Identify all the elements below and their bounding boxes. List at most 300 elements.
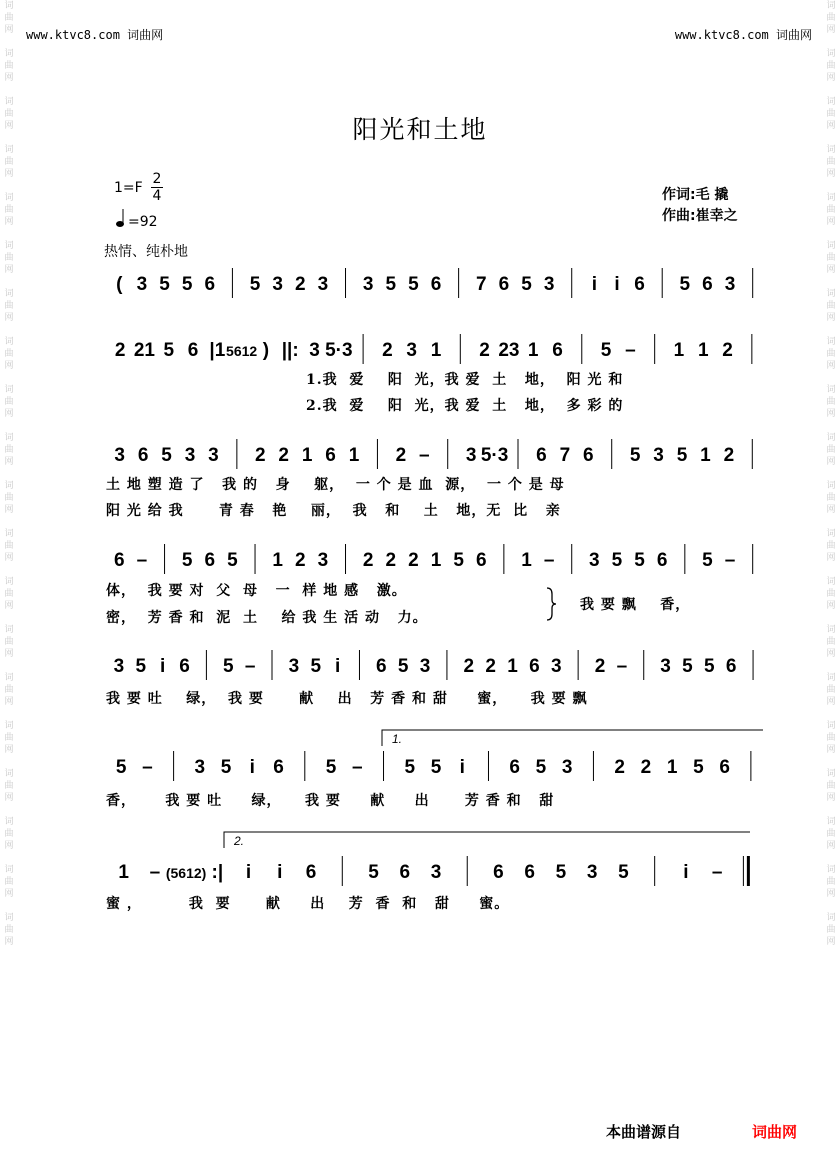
note-token: 3 (208, 445, 219, 466)
note-token: 6 (114, 550, 125, 571)
note-token: 3 (653, 445, 664, 466)
tempo: =92 (128, 214, 158, 230)
note-token: i (591, 274, 597, 295)
note-token: |1 (209, 340, 226, 361)
staff-row-5 (0, 644, 840, 688)
note-token: 5 (634, 550, 645, 571)
watermark-glyph: 曲 (826, 349, 836, 359)
note-token: 2 (385, 550, 397, 571)
watermark-glyph: 网 (826, 169, 836, 179)
note-token: 6 (702, 274, 713, 295)
note-token: 2 (395, 445, 407, 466)
lyrics-verse1-line3: 体， 我 要 对 父 母 一 样 地 感 激。 (106, 583, 407, 599)
note-token: 5 (453, 550, 464, 571)
watermark-glyph: 网 (826, 25, 836, 35)
note-token: 5 (220, 757, 232, 778)
note-token: 5 (310, 656, 322, 677)
note-token: 6 (634, 274, 645, 295)
watermark-glyph: 词 (826, 97, 836, 107)
note-token: 3 (194, 757, 206, 778)
note-token: 5 (702, 550, 713, 571)
watermark-glyph: 网 (826, 121, 836, 131)
note-token: 5·3 (325, 340, 353, 361)
note-token: 3 (113, 656, 125, 677)
watermark-glyph: 曲 (4, 925, 14, 935)
verse-brace-icon (544, 586, 558, 622)
watermark-glyph: 网 (4, 793, 14, 803)
watermark-glyph: 曲 (4, 637, 14, 647)
watermark-glyph: 词 (826, 49, 836, 59)
note-token: i (683, 862, 689, 883)
note-token: i (277, 862, 283, 883)
key-signature: 1=F (114, 180, 143, 196)
second-ending-bracket (222, 830, 752, 850)
first-ending-label: 1. (392, 732, 403, 746)
watermark-glyph: 词 (826, 433, 836, 443)
watermark-glyph: 网 (826, 841, 836, 851)
staff-row-3 (0, 433, 840, 477)
header-site-right[interactable]: www.ktvc8.com 词曲网 (674, 28, 812, 42)
watermark-glyph: 网 (826, 409, 836, 419)
watermark-glyph: 词 (826, 673, 836, 683)
lyrics-verse1-line1: 1.我 爱 阳 光，我 爱 土 地， 阳 光 和 (306, 372, 624, 388)
watermark-glyph: 网 (826, 649, 836, 659)
note-token: 5·3 (480, 445, 509, 466)
note-token: 5 (535, 757, 547, 778)
watermark-glyph: 词 (826, 145, 836, 155)
note-token: 1 (700, 445, 711, 466)
note-token: 2 (485, 656, 496, 677)
note-token: 5 (181, 550, 193, 571)
note-token: 5 (430, 757, 442, 778)
note-token: 1 (430, 340, 442, 361)
note-token: 5 (163, 340, 175, 361)
lyrics-verse2-line3: 密， 芳 香 和 泥 土 给 我 生 活 动 力。 (106, 610, 428, 626)
lyrics-line4: 我 要 吐 绿， 我 要 献 出 芳 香 和 甜 蜜， 我 要 飘 (106, 691, 588, 707)
watermark-glyph: 网 (826, 793, 836, 803)
watermark-glyph: 词 (4, 865, 14, 875)
note-token: 6 (137, 445, 149, 466)
note-token: (5612) (165, 865, 207, 881)
watermark-glyph: 曲 (826, 493, 836, 503)
watermark-glyph: 网 (826, 361, 836, 371)
note-token: 3 (430, 862, 442, 883)
watermark-glyph: 曲 (4, 541, 14, 551)
note-token: 5 (325, 757, 337, 778)
note-token: – (724, 550, 736, 571)
note-token: 3 (586, 862, 598, 883)
watermark-glyph: 网 (4, 697, 14, 707)
watermark-glyph: 词 (4, 673, 14, 683)
note-token: 5 (385, 274, 397, 295)
watermark-glyph: 网 (4, 217, 14, 227)
composer-credit: 作曲:崔幸之 (662, 208, 738, 224)
note-token: 3 (136, 274, 148, 295)
watermark-glyph: 曲 (826, 253, 836, 263)
note-token: 6 (430, 274, 442, 295)
watermark-glyph: 曲 (4, 589, 14, 599)
note-token: 1 (118, 862, 129, 883)
watermark-glyph: 词 (4, 145, 14, 155)
note-token: 7 (475, 274, 487, 295)
note-token: 2 (294, 274, 306, 295)
footer-source-label: 本曲谱源自 (606, 1123, 682, 1141)
watermark-glyph: 网 (826, 313, 836, 323)
note-token: 6 (187, 340, 199, 361)
staff-row-2 (0, 328, 840, 372)
watermark-glyph: 词 (826, 1, 836, 11)
note-token: 5 (181, 274, 193, 295)
note-token: :| (211, 862, 224, 883)
note-token: 6 (524, 862, 536, 883)
note-token: 3 (543, 274, 555, 295)
watermark-glyph: 词 (4, 241, 14, 251)
watermark-glyph: 网 (4, 25, 14, 35)
note-token: 6 (399, 862, 411, 883)
watermark-glyph: 词 (826, 289, 836, 299)
watermark-glyph: 词 (4, 337, 14, 347)
note-token: 3 (288, 656, 300, 677)
note-token: 3 (550, 656, 562, 677)
watermark-glyph: 词 (826, 769, 836, 779)
watermark-glyph: 词 (826, 913, 836, 923)
note-token: 2 (722, 340, 733, 361)
note-token: 1 (348, 445, 360, 466)
note-token: 2 (723, 445, 735, 466)
watermark-glyph: 网 (4, 841, 14, 851)
note-token: 7 (559, 445, 571, 466)
right-watermark-strip (824, 0, 838, 1169)
note-token: 6 (719, 757, 730, 778)
watermark-glyph: 词 (826, 529, 836, 539)
watermark-glyph: 网 (826, 265, 836, 275)
watermark-glyph: 曲 (4, 61, 14, 71)
watermark-glyph: 曲 (4, 109, 14, 119)
note-token: 3 (465, 445, 477, 466)
note-token: 3 (362, 274, 374, 295)
note-token: 5 (408, 274, 419, 295)
watermark-glyph: 词 (4, 769, 14, 779)
note-token: 21 (133, 340, 156, 361)
watermark-glyph: 词 (826, 241, 836, 251)
note-token: – (142, 757, 153, 778)
note-token: i (334, 656, 341, 677)
watermark-glyph: 词 (4, 577, 14, 587)
note-token: i (160, 656, 166, 677)
lyrics-verse1-line2: 土 地 塑 造 了 我 的 身 躯， 一 个 是 血 源， 一 个 是 母 (106, 477, 565, 493)
watermark-glyph: 网 (826, 553, 836, 563)
watermark-glyph: 曲 (826, 781, 836, 791)
note-token: – (625, 340, 636, 361)
watermark-glyph: 词 (826, 337, 836, 347)
second-ending-label: 2. (234, 834, 245, 848)
note-token: 1 (301, 445, 313, 466)
note-token: 5 (249, 274, 261, 295)
note-token: 6 (204, 550, 216, 571)
note-token: 2 (594, 656, 606, 677)
watermark-glyph: 网 (826, 457, 836, 467)
note-token: i (459, 757, 465, 778)
note-token: 3 (660, 656, 671, 677)
watermark-glyph: 曲 (4, 829, 14, 839)
note-token: 1 (272, 550, 283, 571)
lyrics-verse2-line1: 2.我 爱 阳 光，我 爱 土 地， 多 彩 的 (306, 398, 624, 414)
watermark-glyph: 网 (826, 73, 836, 83)
watermark-glyph: 词 (826, 625, 836, 635)
note-token: – (136, 550, 148, 571)
note-token: i (249, 757, 255, 778)
note-token: 6 (204, 274, 216, 295)
note-token: 3 (114, 445, 126, 466)
song-title: 阳光和土地 (352, 115, 488, 144)
note-token: 6 (509, 757, 521, 778)
note-token: 6 (475, 550, 487, 571)
note-token: 6 (582, 445, 594, 466)
watermark-glyph: 词 (4, 289, 14, 299)
note-token: 1 (697, 340, 709, 361)
watermark-glyph: 词 (826, 721, 836, 731)
watermark-glyph: 网 (826, 745, 836, 755)
note-token: 6 (273, 757, 284, 778)
watermark-glyph: 曲 (826, 157, 836, 167)
header-site-left[interactable]: www.ktvc8.com 词曲网 (26, 28, 164, 42)
note-token: 6 (725, 656, 737, 677)
note-token: – (543, 550, 555, 571)
lyricist-credit: 作词:毛 撬 (662, 187, 729, 203)
staff-row-6 (0, 745, 840, 789)
watermark-glyph: 网 (4, 313, 14, 323)
watermark-glyph: 曲 (4, 205, 14, 215)
note-token: 5 (676, 445, 688, 466)
note-token: 2 (614, 757, 625, 778)
watermark-glyph: 词 (826, 481, 836, 491)
note-token: 6 (529, 656, 540, 677)
time-denominator: 4 (152, 188, 162, 204)
staff-row-4 (0, 538, 840, 582)
watermark-glyph: 网 (826, 505, 836, 515)
watermark-glyph: 网 (826, 217, 836, 227)
note-token: 5 (115, 757, 127, 778)
watermark-glyph: 网 (826, 601, 836, 611)
watermark-glyph: 曲 (4, 349, 14, 359)
watermark-glyph: 曲 (826, 445, 836, 455)
note-token: 5 (159, 274, 170, 295)
watermark-glyph: 网 (4, 601, 14, 611)
note-token: 6 (552, 340, 563, 361)
lyrics-chorus-start: 我 要 飘 香， (580, 597, 691, 613)
note-token: 5 (161, 445, 172, 466)
note-token: 6 (179, 656, 190, 677)
watermark-glyph: 曲 (826, 733, 836, 743)
watermark-glyph: 曲 (826, 637, 836, 647)
note-token: 2 (408, 550, 419, 571)
watermark-glyph: 曲 (826, 13, 836, 23)
first-ending-bracket (380, 728, 765, 748)
watermark-glyph: 网 (4, 121, 14, 131)
watermark-glyph: 曲 (4, 157, 14, 167)
watermark-glyph: 词 (4, 529, 14, 539)
note-token: i (245, 862, 252, 883)
watermark-glyph: 网 (826, 889, 836, 899)
note-token: 2 (640, 757, 652, 778)
watermark-glyph: 词 (4, 481, 14, 491)
note-token: 6 (305, 862, 317, 883)
watermark-glyph: 词 (4, 385, 14, 395)
note-token: ( (116, 274, 123, 295)
note-token: 5 (222, 656, 234, 677)
watermark-glyph: 词 (826, 193, 836, 203)
watermark-glyph: 曲 (826, 925, 836, 935)
watermark-glyph: 词 (826, 577, 836, 587)
note-token: 2 (362, 550, 374, 571)
watermark-glyph: 曲 (826, 829, 836, 839)
watermark-glyph: 曲 (826, 685, 836, 695)
footer-site-link[interactable]: 词曲网 (752, 1123, 798, 1141)
watermark-glyph: 曲 (826, 589, 836, 599)
note-token: 5 (693, 757, 704, 778)
note-token: 3 (184, 445, 196, 466)
note-token: 3 (317, 274, 329, 295)
watermark-glyph: 曲 (4, 13, 14, 23)
watermark-glyph: 曲 (826, 61, 836, 71)
note-token: 5 (521, 274, 532, 295)
note-token: – (711, 862, 723, 883)
note-token: 5612 (226, 343, 258, 359)
watermark-glyph: 词 (4, 97, 14, 107)
note-token: – (418, 445, 430, 466)
watermark-glyph: 曲 (4, 397, 14, 407)
watermark-glyph: 网 (4, 505, 14, 515)
note-token: – (149, 862, 161, 883)
watermark-glyph: 词 (4, 721, 14, 731)
note-token: 5 (404, 757, 416, 778)
watermark-glyph: 网 (4, 745, 14, 755)
lyrics-line5: 香， 我 要 吐 绿， 我 要 献 出 芳 香 和 甜 (106, 793, 555, 809)
watermark-glyph: 曲 (4, 445, 14, 455)
watermark-glyph: 词 (4, 817, 14, 827)
watermark-glyph: 词 (4, 625, 14, 635)
watermark-glyph: 词 (4, 433, 14, 443)
watermark-glyph: 曲 (4, 733, 14, 743)
note-token: 1 (521, 550, 532, 571)
note-token: 3 (561, 757, 573, 778)
note-token: 5 (555, 862, 567, 883)
note-token: 1 (527, 340, 539, 361)
note-token: 3 (272, 274, 283, 295)
note-token: 2 (294, 550, 306, 571)
watermark-glyph: 曲 (4, 301, 14, 311)
note-token: – (244, 656, 256, 677)
note-token: 5 (679, 274, 691, 295)
note-token: 3 (589, 550, 600, 571)
note-token: 2 (278, 445, 290, 466)
note-token: 23 (498, 340, 520, 361)
note-token: 3 (419, 656, 431, 677)
watermark-glyph: 曲 (826, 877, 836, 887)
note-token: 5 (368, 862, 379, 883)
note-token: 2 (382, 340, 393, 361)
note-token: 5 (682, 656, 693, 677)
note-token: 3 (309, 340, 320, 361)
quarter-note-icon (114, 207, 128, 229)
note-token: 6 (498, 274, 510, 295)
watermark-glyph: 网 (4, 361, 14, 371)
watermark-glyph: 曲 (4, 253, 14, 263)
note-token: 5 (611, 550, 623, 571)
watermark-glyph: 网 (4, 409, 14, 419)
note-token: 6 (493, 862, 504, 883)
note-token: 5 (397, 656, 409, 677)
time-numerator: 2 (152, 171, 162, 187)
staff-row-7 (0, 850, 840, 894)
watermark-glyph: 曲 (826, 205, 836, 215)
watermark-glyph: 词 (826, 865, 836, 875)
watermark-glyph: 网 (4, 73, 14, 83)
note-token: 5 (135, 656, 147, 677)
watermark-glyph: 网 (4, 169, 14, 179)
watermark-glyph: 曲 (826, 541, 836, 551)
note-token: 2 (114, 340, 126, 361)
note-token: 6 (536, 445, 547, 466)
note-token: 5 (629, 445, 641, 466)
time-signature (151, 171, 163, 204)
watermark-glyph: 词 (826, 817, 836, 827)
note-token: 5 (704, 656, 715, 677)
note-token: 1 (430, 550, 442, 571)
note-token: 5 (227, 550, 238, 571)
note-token: 3 (317, 550, 329, 571)
note-token: 1 (666, 757, 678, 778)
note-token: 2 (254, 445, 266, 466)
watermark-glyph: 曲 (4, 877, 14, 887)
watermark-glyph: 词 (4, 1, 14, 11)
watermark-glyph: 曲 (4, 493, 14, 503)
note-token: 6 (376, 656, 387, 677)
note-token: 5 (600, 340, 612, 361)
watermark-glyph: 网 (4, 649, 14, 659)
watermark-glyph: 曲 (4, 781, 14, 791)
note-token: 5 (618, 862, 629, 883)
left-watermark-strip (2, 0, 16, 1169)
lyrics-line6: 蜜 ， 我 要 献 出 芳 香 和 甜 蜜。 (106, 896, 510, 912)
note-token: 3 (406, 340, 417, 361)
expression-mark: 热情、纯朴地 (104, 244, 188, 260)
watermark-glyph: 曲 (826, 109, 836, 119)
watermark-glyph: 曲 (826, 301, 836, 311)
watermark-glyph: 网 (4, 265, 14, 275)
watermark-glyph: 词 (826, 385, 836, 395)
watermark-glyph: 曲 (4, 685, 14, 695)
note-token: 3 (724, 274, 736, 295)
staff-row-1 (0, 262, 840, 306)
note-token: – (351, 757, 363, 778)
watermark-glyph: 词 (4, 49, 14, 59)
note-token: 2 (479, 340, 490, 361)
note-token: ||: (281, 340, 299, 361)
note-token: – (616, 656, 628, 677)
watermark-glyph: 网 (4, 457, 14, 467)
watermark-glyph: 网 (4, 889, 14, 899)
note-token: i (614, 274, 620, 295)
watermark-glyph: 网 (826, 937, 836, 947)
watermark-glyph: 网 (4, 553, 14, 563)
watermark-glyph: 网 (4, 937, 14, 947)
note-token: ) (262, 340, 270, 361)
lyrics-verse2-line2: 阳 光 给 我 青 春 艳 丽， 我 和 土 地，无 比 亲 (106, 503, 561, 519)
note-token: 2 (463, 656, 475, 677)
watermark-glyph: 词 (4, 193, 14, 203)
watermark-glyph: 词 (4, 913, 14, 923)
